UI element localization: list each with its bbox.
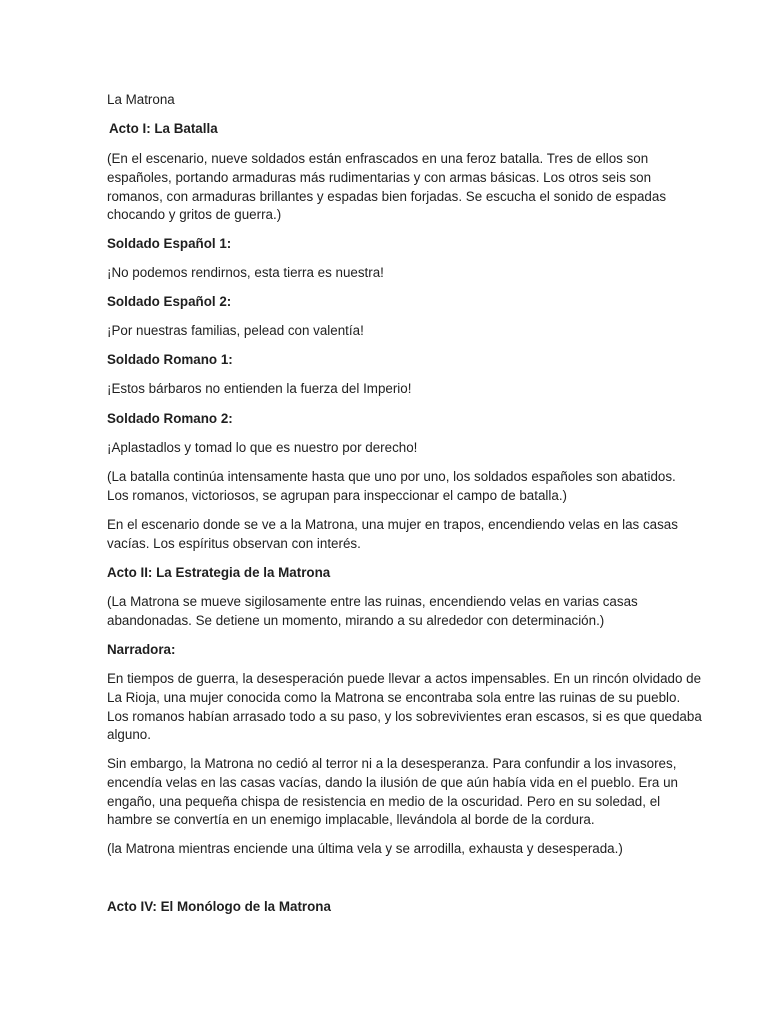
stage-direction-line: españoles, portando armaduras más rudimentarias y con armas básicas. Los otros seis son [107,170,652,185]
dialogue-line: ¡Aplastadlos y tomad lo que es nuestro por derecho! [107,440,418,455]
stage-direction-line: (la Matrona mientras enciende una última vela y se arrodilla, exhausta y desesperada.) [107,841,623,856]
speaker-label: Soldado Español 1: [107,236,232,251]
stage-direction-line: En el escenario donde se ve a la Matrona, una mujer en trapos, encendiendo velas en las casas [107,517,678,532]
stage-direction-line: (La Matrona se mueve sigilosamente entre las ruinas, encendiendo velas en varias casas [107,594,638,609]
speaker-label: Soldado Español 2: [107,294,232,309]
speaker-label: Soldado Romano 1: [107,352,233,367]
narration-line: encendía velas en las casas vacías, dando la ilusión de que aún había vida en el pueblo. Era un [107,775,678,790]
narration-line: La Rioja, una mujer conocida como la Matrona se encontraba sola entre las ruinas de su pueblo. [107,690,681,705]
narration-line: alguno. [107,727,151,742]
stage-direction-line: (En el escenario, nueve soldados están enfrascados en una feroz batalla. Tres de ellos son [107,151,649,166]
speaker-label: Narradora: [107,642,176,657]
narration-line: En tiempos de guerra, la desesperación puede llevar a actos impensables. En un rincón olvidado de [107,671,702,686]
narration-line: engaño, una pequeña chispa de resistencia en medio de la oscuridad. Pero en su soledad, el [107,794,661,809]
stage-direction-line: (La batalla continúa intensamente hasta que uno por uno, los soldados españoles son abatidos. [107,469,676,484]
speaker-label: Soldado Romano 2: [107,411,233,426]
stage-direction-line: Los romanos, victoriosos, se agrupan para inspeccionar el campo de batalla.) [107,488,567,503]
document-title: La Matrona [107,92,175,107]
dialogue-line: ¡Por nuestras familias, pelead con valentía! [107,323,364,338]
act-1-heading: Acto I: La Batalla [109,121,218,136]
dialogue-line: ¡Estos bárbaros no entienden la fuerza del Imperio! [107,381,412,396]
narration-line: Sin embargo, la Matrona no cedió al terror ni a la desesperanza. Para confundir a los invasores, [107,756,677,771]
act-2-heading: Acto II: La Estrategia de la Matrona [107,565,331,580]
narration-line: Los romanos habían arrasado todo a su paso, y los sobrevivientes eran escasos, si es que quedaba [107,709,702,724]
stage-direction-line: chocando y gritos de guerra.) [107,207,282,222]
stage-direction-line: romanos, con armaduras brillantes y espadas bien forjadas. Se escucha el sonido de espadas [107,189,667,204]
stage-direction-line: abandonadas. Se detiene un momento, mirando a su alrededor con determinación.) [107,613,605,628]
act-4-heading: Acto IV: El Monólogo de la Matrona [107,899,331,914]
dialogue-line: ¡No podemos rendirnos, esta tierra es nuestra! [107,265,384,280]
narration-line: hambre se convertía en un enemigo implacable, llevándola al borde de la cordura. [107,812,595,827]
stage-direction-line: vacías. Los espíritus observan con interés. [107,536,361,551]
